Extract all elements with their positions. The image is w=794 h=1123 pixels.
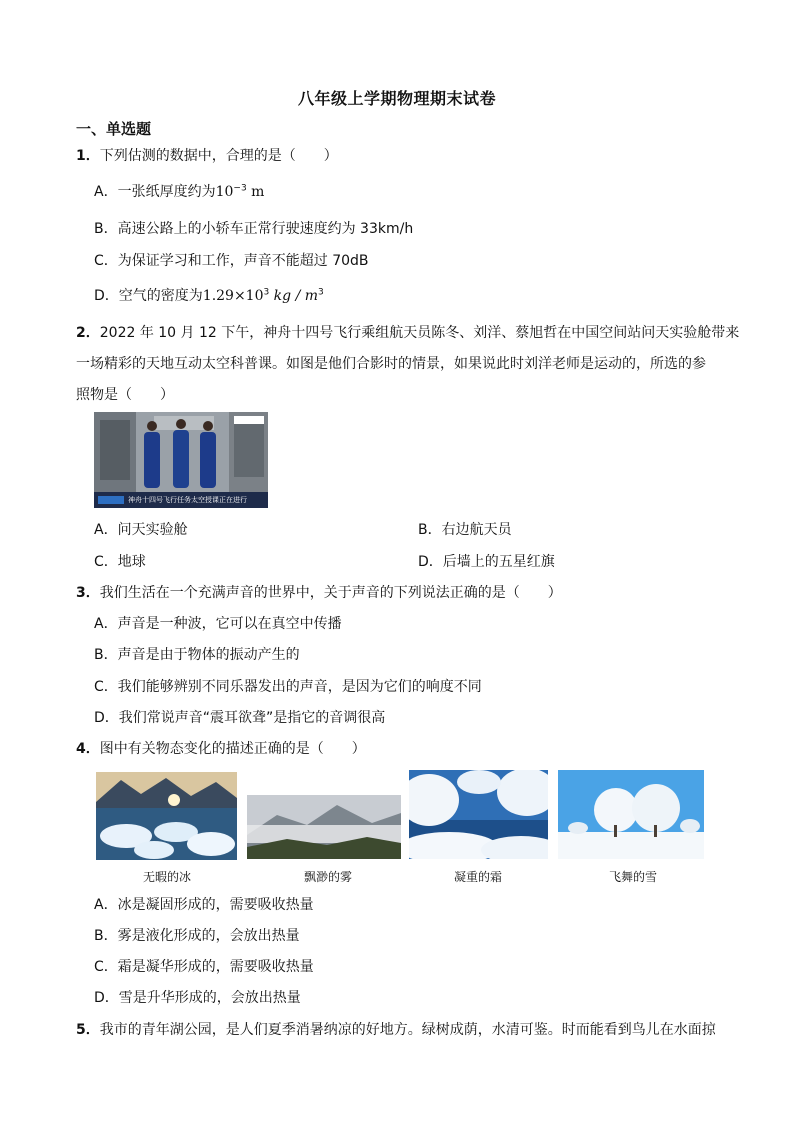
q2-option-d[interactable]: D．后墙上的五星红旗 xyxy=(418,554,555,570)
math-exponent: −3 xyxy=(233,183,247,194)
question-text: 2022 年 10 月 12 下午，神舟十四号飞行乘组航天员陈冬、刘洋、蔡旭哲在中国空间站问天实验舱带来 xyxy=(99,325,740,341)
question-number: 3． xyxy=(76,585,100,601)
q3-option-b[interactable]: B．声音是由于物体的振动产生的 xyxy=(94,647,300,663)
math-exponent: 3 xyxy=(263,287,270,298)
question-2-line-2: 一场精彩的天地互动太空科普课。如图是他们合影时的情景，如果说此时刘洋老师是运动的，所选的参 xyxy=(76,356,706,372)
ice-photo xyxy=(96,772,237,860)
math-value: 1.29×10 xyxy=(202,288,264,304)
math-unit-exponent: 3 xyxy=(318,287,324,298)
q2-option-b[interactable]: B．右边航天员 xyxy=(418,522,512,538)
question-number: 2． xyxy=(76,325,100,341)
question-2-line-1 xyxy=(76,322,739,342)
question-4-stem xyxy=(76,738,366,758)
snow-caption: 飞舞的雪 xyxy=(608,870,657,884)
page-title: 八年级上学期物理期末试卷 xyxy=(297,89,496,108)
q4-option-b[interactable]: B．雾是液化形成的，会放出热量 xyxy=(94,928,300,944)
q4-option-c[interactable]: C．霜是凝华形成的，需要吸收热量 xyxy=(94,959,314,975)
question-2-line-3: 照物是（ ） xyxy=(76,387,174,403)
q3-option-a[interactable]: A．声音是一种波，它可以在真空中传播 xyxy=(94,616,342,632)
frost-photo xyxy=(409,770,548,859)
question-number: 4． xyxy=(76,741,100,757)
snow-photo xyxy=(558,770,704,859)
q2-option-c[interactable]: C．地球 xyxy=(94,554,146,570)
fog-illustration xyxy=(247,795,401,859)
photo-caption: 神舟十四号飞行任务太空授课正在进行 xyxy=(128,496,247,504)
question-3-stem xyxy=(76,582,562,602)
frost-illustration xyxy=(409,770,548,859)
fog-photo xyxy=(247,795,401,859)
astronauts-illustration xyxy=(94,412,268,508)
q2-option-a[interactable]: A．问天实验舱 xyxy=(94,522,188,538)
frost-caption: 凝重的霜 xyxy=(453,870,502,884)
question-5-stem xyxy=(76,1019,716,1039)
option-text: D．空气的密度为 xyxy=(94,288,203,304)
ice-caption: 无暇的冰 xyxy=(142,870,191,884)
math-base: 10 xyxy=(215,184,234,200)
ice-illustration xyxy=(96,772,237,860)
q4-option-a[interactable]: A．冰是凝固形成的，需要吸收热量 xyxy=(94,897,314,913)
fog-caption: 飘渺的雾 xyxy=(303,870,352,884)
q1-option-c[interactable]: C．为保证学习和工作，声音不能超过 70dB xyxy=(94,253,369,269)
question-1-stem xyxy=(76,145,338,165)
question-number: 1． xyxy=(76,148,100,164)
q3-option-c[interactable]: C．我们能够辨别不同乐器发出的声音，是因为它们的响度不同 xyxy=(94,679,482,695)
question-text: 图中有关物态变化的描述正确的是（ ） xyxy=(99,741,366,757)
q3-option-d[interactable]: D．我们常说声音“震耳欲聋”是指它的音调很高 xyxy=(94,710,386,726)
q1-option-b[interactable]: B．高速公路上的小轿车正常行驶速度约为 33km/h xyxy=(94,221,414,237)
question-text: 我们生活在一个充满声音的世界中，关于声音的下列说法正确的是（ ） xyxy=(99,585,562,601)
snow-illustration xyxy=(558,770,704,859)
section-heading: 一、单选题 xyxy=(76,120,152,138)
q1-option-d[interactable] xyxy=(94,285,324,305)
q4-option-d[interactable]: D．雪是升华形成的，会放出热量 xyxy=(94,990,301,1006)
option-text: A．一张纸厚度约为 xyxy=(94,184,216,200)
question-text: 下列估测的数据中，合理的是（ ） xyxy=(99,148,338,164)
q1-option-a[interactable] xyxy=(94,181,264,201)
question-number: 5． xyxy=(76,1022,100,1038)
math-unit: m xyxy=(246,184,265,200)
math-unit: kg / m xyxy=(269,288,319,304)
question-text: 我市的青年湖公园，是人们夏季消暑纳凉的好地方。绿树成荫，水清可鉴。时而能看到鸟儿在水面掠 xyxy=(99,1022,716,1038)
astronauts-photo xyxy=(94,412,268,508)
